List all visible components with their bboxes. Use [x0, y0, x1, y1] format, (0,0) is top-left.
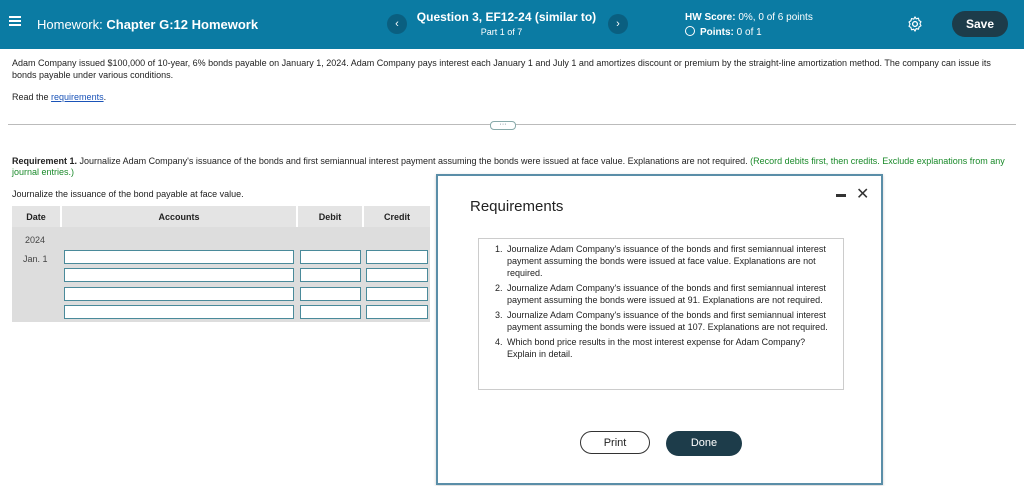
requirement-item: 4. Which bond price results in the most interest expense for Adam Company? Explain in detail. — [505, 336, 835, 360]
requirement-item: 2. Journalize Adam Company's issuance of the bonds and first semiannual interest payment assuming the bonds were issued at 91. Explanations are not required. — [505, 282, 835, 306]
print-button[interactable]: Print — [580, 431, 650, 454]
previous-question-button[interactable] — [387, 14, 407, 34]
question-part: Part 1 of 7 — [480, 27, 523, 37]
journal-table — [12, 206, 430, 322]
hw-score-value: 0%, 0 of 6 points — [738, 12, 813, 23]
credit-input[interactable] — [366, 305, 428, 319]
done-button[interactable]: Done — [666, 431, 742, 456]
read-prefix: Read the — [12, 92, 49, 102]
req1-note: (Record debits first, then credits. Exclude explanations from any journal entries.) — [12, 156, 1005, 177]
debit-input[interactable] — [300, 250, 361, 264]
credit-input[interactable] — [366, 287, 428, 301]
account-input[interactable] — [64, 287, 294, 301]
hw-score — [685, 12, 813, 23]
chevron-left-icon: ‹ — [395, 18, 399, 30]
points-label: Points: — [700, 27, 734, 38]
debit-input[interactable] — [300, 305, 361, 319]
modal-title: Requirements — [470, 198, 564, 215]
credit-header: Credit — [364, 206, 430, 227]
read-suffix: . — [103, 92, 107, 102]
points — [685, 26, 762, 38]
read-requirements — [12, 92, 106, 102]
homework-name: Chapter G:12 Homework — [106, 17, 259, 32]
debit-header: Debit — [298, 206, 364, 227]
gear-icon[interactable] — [906, 15, 924, 33]
chevron-right-icon: › — [616, 18, 620, 30]
hw-score-label: HW Score: — [685, 12, 736, 23]
more-handle[interactable]: ··· — [490, 121, 516, 130]
requirements-link[interactable]: requirements — [51, 92, 104, 102]
req1-label: Requirement 1. — [12, 156, 78, 166]
requirements-list-box — [478, 238, 844, 390]
debit-input[interactable] — [300, 287, 361, 301]
requirements-modal — [436, 174, 883, 485]
requirements-list — [479, 239, 843, 360]
journalize-label: Journalize the issuance of the bond payable at face value. — [12, 189, 244, 199]
table-year: 2024 — [25, 235, 46, 245]
problem-intro: Adam Company issued $100,000 of 10-year, 6% bonds payable on January 1, 2024. Adam Company pays interest each January 1 and July 1 and amortizes discount or premium by the straight-line amortization method. The company can issue its bonds payable under various conditions. — [12, 58, 991, 80]
date-header: Date — [12, 206, 62, 227]
requirement-item: 3. Journalize Adam Company's issuance of the bonds and first semiannual interest payment assuming the bonds were issued at 107. Explanations are not required. — [505, 309, 835, 333]
close-icon[interactable]: ✕ — [856, 186, 870, 203]
next-question-button[interactable] — [608, 14, 628, 34]
requirement-item: 1. Journalize Adam Company's issuance of the bonds and first semiannual interest payment assuming the bonds were issued at face value. Explanations are not required. — [505, 243, 835, 279]
account-input[interactable] — [64, 268, 294, 282]
hamburger-menu-icon[interactable] — [9, 16, 21, 25]
credit-input[interactable] — [366, 268, 428, 282]
account-input[interactable] — [64, 250, 294, 264]
accounts-header: Accounts — [62, 206, 298, 227]
credit-input[interactable] — [366, 250, 428, 264]
circle-icon — [685, 26, 695, 36]
top-bar — [0, 0, 1024, 49]
homework-label: Homework: — [37, 17, 103, 32]
account-input[interactable] — [64, 305, 294, 319]
save-button[interactable]: Save — [952, 11, 1008, 37]
minimize-icon[interactable] — [836, 194, 846, 197]
debit-input[interactable] — [300, 268, 361, 282]
table-date: Jan. 1 — [23, 254, 48, 264]
req1-text: Journalize Adam Company's issuance of the bonds and first semiannual interest payment assuming the bonds were issued at face value. Explanations are not required. — [79, 156, 748, 166]
homework-title — [37, 17, 258, 32]
question-title: Question 3, EF12-24 (similar to) — [416, 10, 597, 24]
points-value: 0 of 1 — [736, 27, 762, 38]
